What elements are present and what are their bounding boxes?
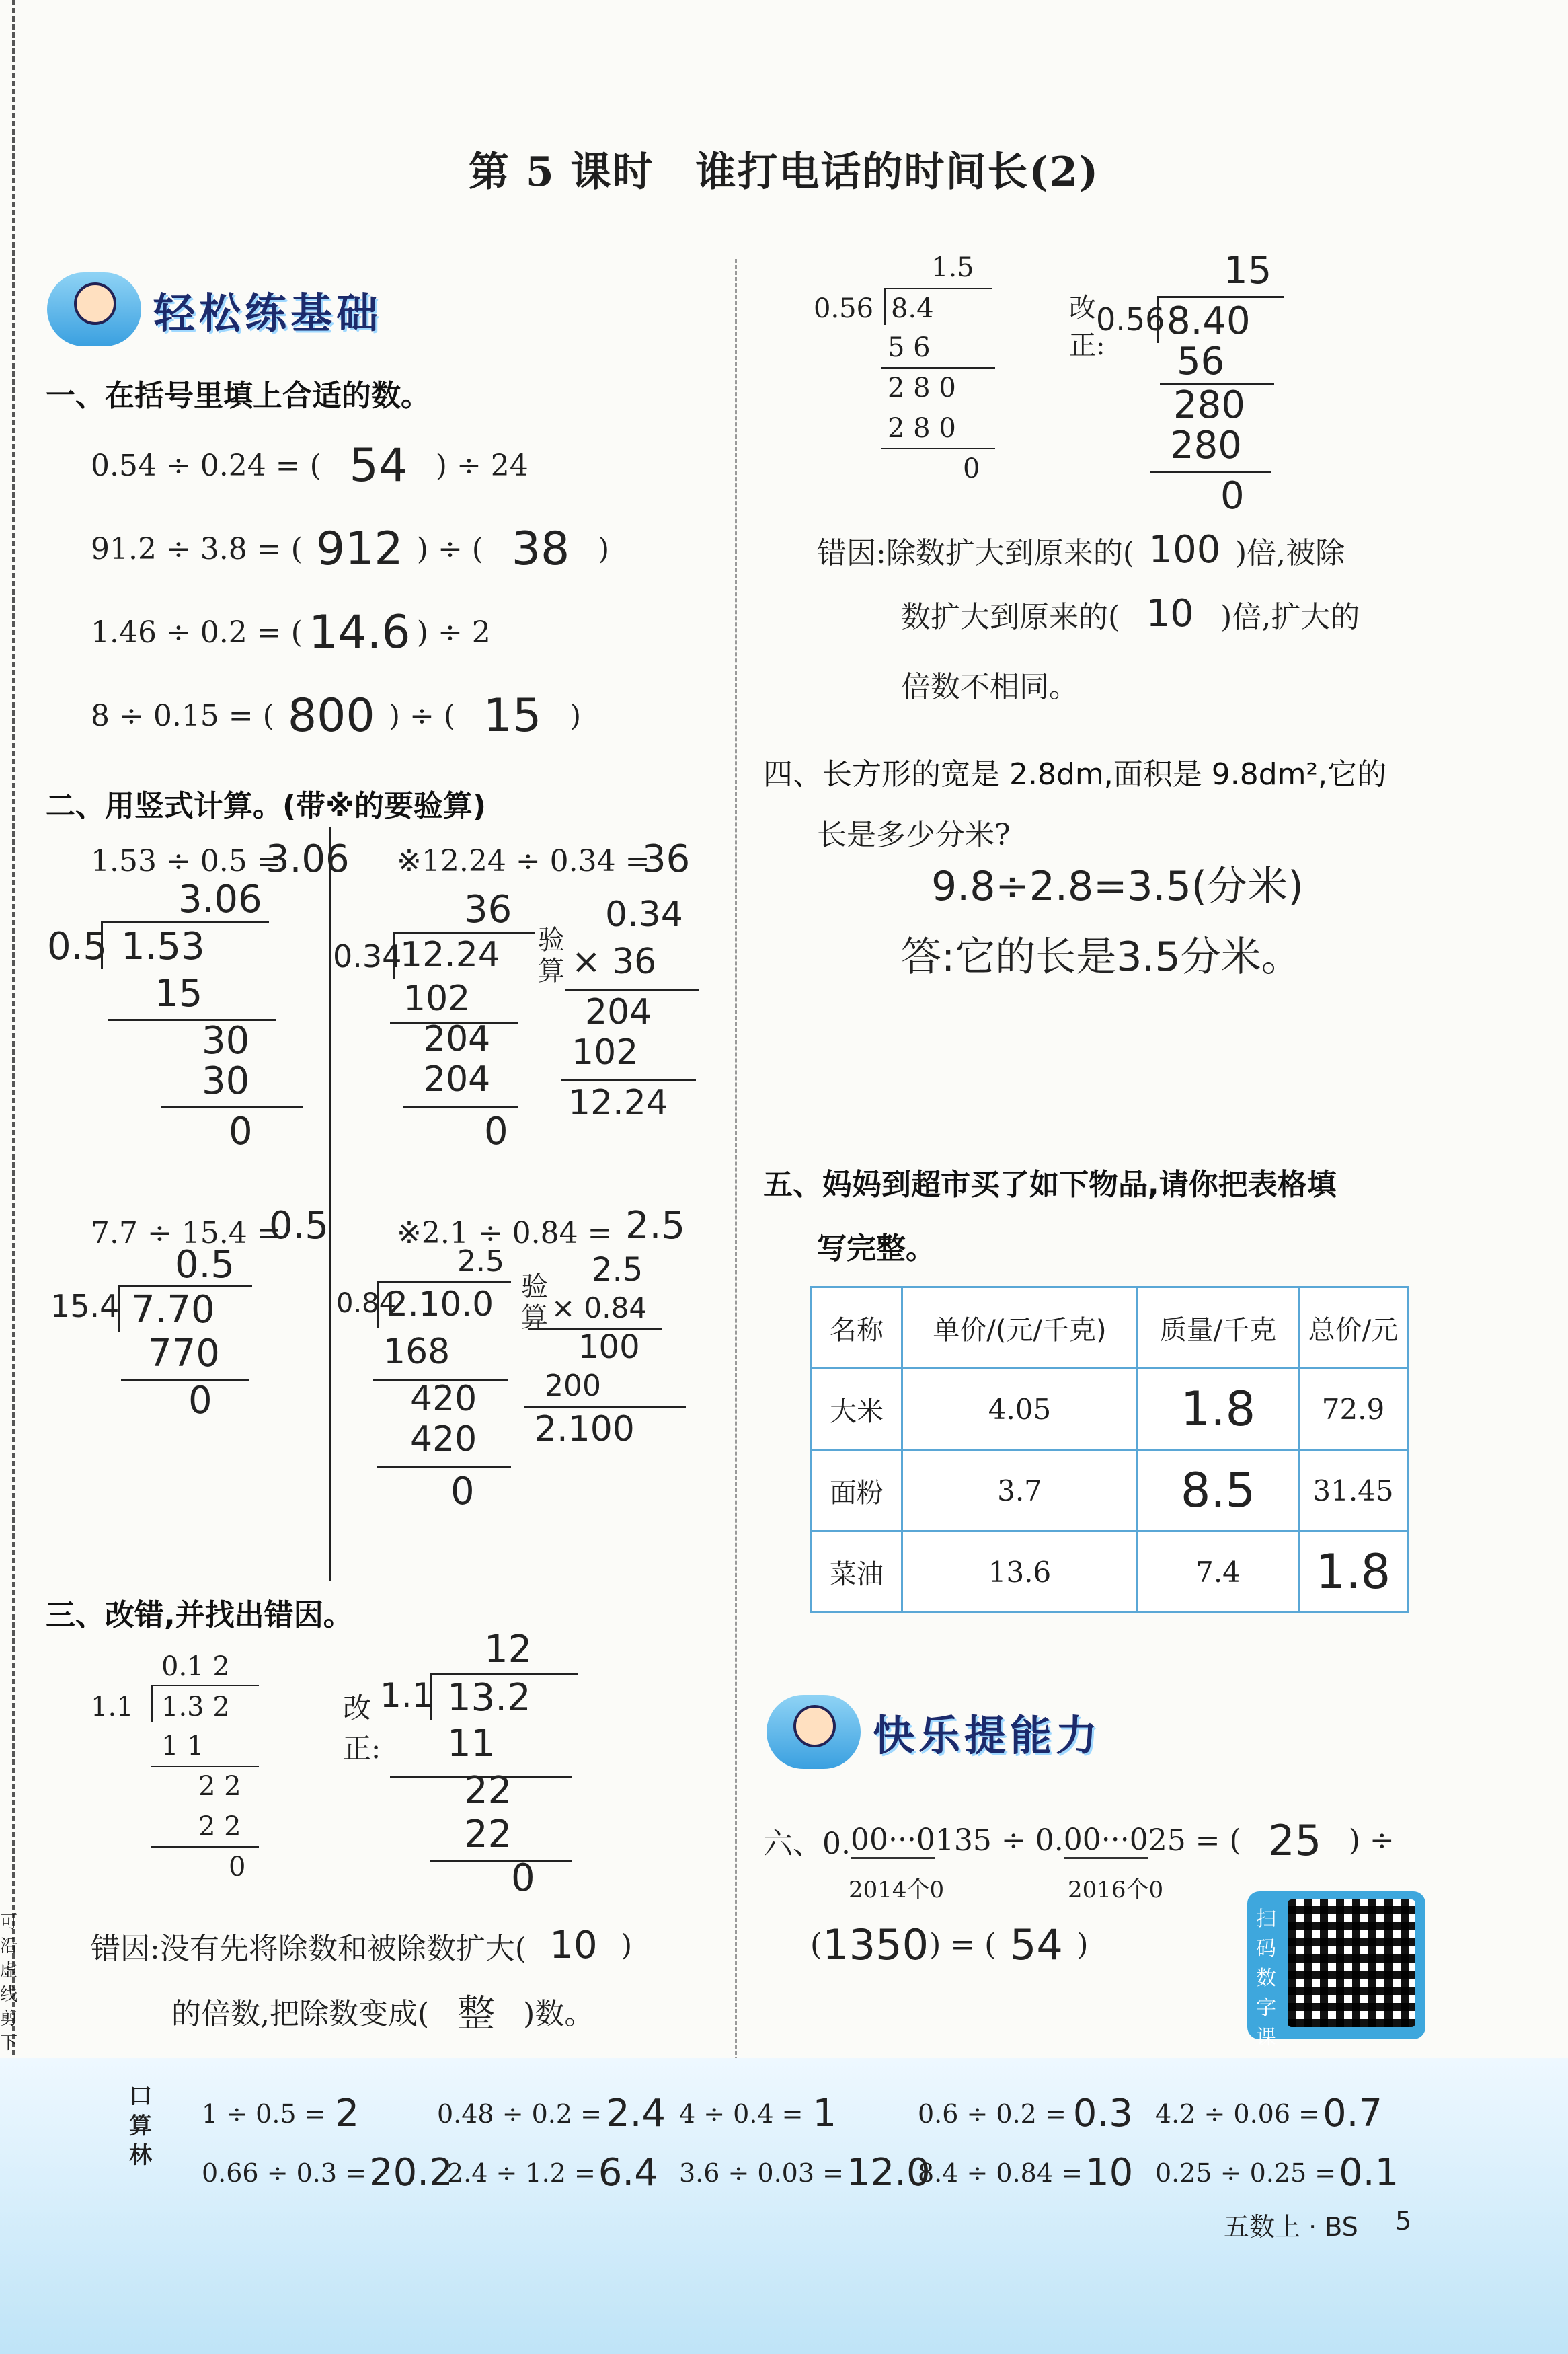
mental-expr: 0.25 ÷ 0.25 = — [1155, 2158, 1337, 2188]
q1-expr: 8 ÷ 0.15 = ( — [91, 698, 274, 733]
table-cell-answer[interactable]: 1.8 — [1299, 1531, 1408, 1613]
q2-p4-divisor: 0.84 — [336, 1288, 397, 1319]
q2-p4-check: 2.100 — [535, 1409, 635, 1449]
q2-p1-step: 30 — [202, 1019, 250, 1063]
q3-fix-step: 0 — [511, 1856, 535, 1900]
q3-reason-text: )数。 — [523, 1997, 594, 2031]
q3b-wrong-step: 0 — [963, 453, 980, 484]
table-header-row — [812, 1287, 1408, 1369]
q3-wrong-step: 2 2 — [198, 1811, 241, 1842]
q3b-reason-line3: 倍数不相同。 — [901, 670, 1079, 704]
q2-p2-check: 12.24 — [568, 1083, 668, 1123]
q6-brace-2: 2016个0 — [1068, 1876, 1164, 1903]
mental-item — [202, 2151, 453, 2195]
mental-answer[interactable]: 20.2 — [368, 2151, 453, 2195]
q6-line2 — [810, 1920, 1089, 1969]
step-line — [881, 367, 995, 369]
q2-p4-step: 0 — [450, 1470, 475, 1513]
q3b-fix-step: 56 — [1177, 340, 1225, 383]
table-header: 质量/千克 — [1138, 1287, 1299, 1369]
table-row — [812, 1531, 1408, 1613]
division-bar — [118, 1285, 252, 1287]
q2-p4-check: 100 — [578, 1328, 640, 1366]
q1-answer[interactable]: 15 — [483, 689, 542, 743]
q1-list — [91, 424, 696, 757]
step-line — [430, 1860, 572, 1862]
astronaut-mascot-icon — [767, 1695, 861, 1769]
q3-wrong-step: 0 — [229, 1852, 246, 1883]
mental-answer[interactable]: 0.7 — [1322, 2092, 1383, 2135]
mental-answer[interactable]: 0.1 — [1339, 2151, 1399, 2195]
table-cell: 31.45 — [1299, 1450, 1408, 1531]
q6-answer[interactable]: 1350 — [822, 1920, 929, 1969]
q2-p2-step: 0 — [484, 1110, 508, 1153]
mental-answer[interactable]: 2 — [335, 2092, 360, 2135]
step-line — [524, 1406, 686, 1408]
q1-expr: ) ÷ ( — [388, 698, 455, 733]
q1-expr: 91.2 ÷ 3.8 = ( — [91, 531, 303, 566]
q1-row — [91, 507, 696, 591]
q2-p3-expr: 7.7 ÷ 15.4 = — [91, 1216, 282, 1250]
mental-item — [679, 2151, 931, 2195]
qr-code-icon[interactable] — [1288, 1899, 1415, 2027]
q3b-reason-text: )倍,被除 — [1235, 535, 1345, 570]
q2-p1-dividend: 1.53 — [121, 925, 205, 969]
kid-mascot-icon — [47, 272, 141, 346]
column-divider — [735, 259, 737, 2061]
table-header: 名称 — [812, 1287, 902, 1369]
q2-p2-answer[interactable]: 36 — [642, 837, 691, 881]
q3b-reason-line2 — [901, 592, 1360, 636]
q3-fix-step: 22 — [464, 1769, 512, 1813]
page-title: 第 5 课时 谁打电话的时间长(2) — [468, 149, 1100, 196]
q2-p4-check: 2.5 — [592, 1251, 643, 1289]
table-cell: 面粉 — [812, 1450, 902, 1531]
mental-answer[interactable]: 1 — [812, 2092, 837, 2135]
q1-expr: ) ÷ ( — [416, 531, 483, 566]
q3-reason-answer[interactable]: 10 — [549, 1924, 598, 1967]
q2-p1-step: 30 — [202, 1059, 250, 1103]
q2-p1-step: 0 — [229, 1110, 253, 1153]
mental-expr: 8.4 ÷ 0.84 = — [918, 2158, 1083, 2188]
q3b-reason-answer[interactable]: 10 — [1146, 592, 1194, 636]
q5-heading-2: 写完整。 — [817, 1231, 935, 1266]
q3b-fix-step: 280 — [1173, 383, 1245, 427]
q3-fix-dividend: 13.2 — [447, 1676, 531, 1720]
q3b-fix-step: 280 — [1170, 424, 1242, 467]
q3b-wrong-quotient: 1.5 — [931, 252, 974, 283]
q6-brace-1: 2014个0 — [849, 1876, 945, 1903]
q1-expr: 0.54 ÷ 0.24 = ( — [91, 448, 321, 483]
q3b-reason-line1 — [817, 528, 1345, 572]
goods-table — [810, 1286, 1409, 1613]
q6-text: ) — [1076, 1928, 1089, 1962]
q6-text: 135 ÷ 0. — [935, 1823, 1064, 1858]
q4-heading: 四、长方形的宽是 2.8dm,面积是 9.8dm²,它的 — [763, 757, 1387, 792]
q2-p2-expr: ※12.24 ÷ 0.34 = — [397, 844, 650, 878]
q3b-reason-text: )倍,扩大的 — [1220, 599, 1360, 634]
division-bar — [377, 1281, 511, 1283]
mental-item — [1155, 2092, 1382, 2135]
q3b-fix-quotient: 15 — [1224, 249, 1272, 293]
q4-work[interactable]: 9.8÷2.8=3.5(分米) — [931, 863, 1304, 910]
mental-label: 口算林 — [129, 2083, 152, 2169]
q5-heading: 五、妈妈到超市买了如下物品,请你把表格填 — [763, 1168, 1337, 1202]
mental-item — [437, 2092, 666, 2135]
q3-wrong-dividend: 1.3 2 — [161, 1692, 230, 1722]
table-cell: 72.9 — [1299, 1369, 1408, 1450]
q1-expr: ) ÷ 2 — [416, 615, 491, 650]
q6-text: 六、0. — [763, 1826, 851, 1861]
qr-label: 扫码数字课 — [1256, 1907, 1276, 2049]
q1-answer[interactable]: 14.6 — [309, 605, 411, 659]
q2-p3-quotient: 0.5 — [175, 1243, 235, 1287]
q3b-wrong-divisor: 0.56 — [814, 293, 874, 324]
q2-p2-dividend: 12.24 — [400, 935, 500, 975]
mental-item — [1155, 2151, 1399, 2195]
q1-answer[interactable]: 38 — [511, 522, 570, 576]
q2-p3-answer[interactable]: 0.5 — [269, 1204, 329, 1248]
table-row — [812, 1450, 1408, 1531]
q4-answer[interactable]: 答:它的长是3.5分米。 — [901, 934, 1302, 981]
table-cell: 4.05 — [902, 1369, 1138, 1450]
step-line — [151, 1846, 259, 1848]
q2-p1-divisor: 0.5 — [47, 925, 108, 969]
q2-p4-check-label: 验算 — [521, 1271, 548, 1333]
q6-text: ) = ( — [929, 1928, 996, 1962]
q3-reason-line2 — [171, 1984, 594, 2038]
mental-expr: 0.48 ÷ 0.2 = — [437, 2098, 602, 2129]
q6-zeros-2: 00···0 — [1064, 1823, 1148, 1859]
table-header: 单价/(元/千克) — [902, 1287, 1138, 1369]
q2-p2-step: 102 — [403, 979, 471, 1019]
mental-answer[interactable]: 10 — [1085, 2151, 1134, 2195]
table-cell: 大米 — [812, 1369, 902, 1450]
q1-expr: ) — [597, 531, 610, 566]
mental-expr: 0.6 ÷ 0.2 = — [918, 2098, 1066, 2129]
table-cell: 菜油 — [812, 1531, 902, 1613]
q1-heading: 一、在括号里填上合适的数。 — [46, 379, 430, 413]
division-bar — [1157, 296, 1284, 298]
step-line — [121, 1379, 249, 1381]
table-cell: 13.6 — [902, 1531, 1138, 1613]
q2-p2-check: 204 — [585, 992, 652, 1032]
step-line — [108, 1019, 276, 1021]
q3b-wrong-step: 5 6 — [888, 332, 931, 363]
q2-heading: 二、用竖式计算。(带※的要验算) — [46, 789, 486, 823]
q2-p3-step: 770 — [148, 1332, 220, 1375]
q1-answer[interactable]: 800 — [287, 689, 375, 743]
q2-p4-check: × 0.84 — [551, 1291, 648, 1324]
q3-reason-text: ) — [621, 1928, 633, 1963]
q1-expr: 1.46 ÷ 0.2 = ( — [91, 615, 303, 650]
mental-answer[interactable]: 12.0 — [846, 2151, 931, 2195]
q2-p2-step: 204 — [424, 1019, 491, 1059]
mental-expr: 1 ÷ 0.5 = — [202, 2098, 326, 2129]
step-line — [161, 1106, 303, 1108]
q2-p4-dividend: 2.10.0 — [387, 1285, 494, 1324]
q2-separator — [329, 827, 331, 1581]
q3-wrong-divisor: 1.1 — [91, 1692, 134, 1722]
q2-p4-step: 420 — [410, 1419, 477, 1459]
q3b-wrong-step: 2 8 0 — [888, 373, 956, 404]
q2-p2-check-label: 验算 — [538, 925, 565, 987]
q3-reason-line1 — [91, 1924, 632, 1967]
q6-text: ( — [810, 1928, 822, 1962]
q2-p4-check: 200 — [545, 1369, 601, 1403]
banner-basic — [47, 272, 382, 346]
mental-expr: 3.6 ÷ 0.03 = — [679, 2158, 844, 2188]
step-line — [565, 989, 699, 991]
q2-p3-dividend: 7.70 — [131, 1288, 215, 1332]
q3b-fix-step: 0 — [1220, 474, 1245, 518]
table-cell: 3.7 — [902, 1450, 1138, 1531]
step-line — [151, 1766, 259, 1767]
q3-fix-step: 22 — [464, 1813, 512, 1856]
q1-expr: ) — [569, 698, 582, 733]
q2-p4-expr: ※2.1 ÷ 0.84 = — [397, 1216, 613, 1250]
q6-answer[interactable]: 25 — [1268, 1816, 1322, 1865]
q1-answer[interactable]: 912 — [315, 522, 403, 576]
q1-answer[interactable]: 54 — [349, 439, 408, 492]
table-cell: 7.4 — [1138, 1531, 1299, 1613]
step-line — [403, 1106, 518, 1108]
q3b-wrong-step: 2 8 0 — [888, 413, 956, 444]
q1-row — [91, 591, 696, 674]
q6-zeros-1: 00···0 — [851, 1823, 935, 1859]
q2-p2-divisor: 0.34 — [333, 938, 402, 975]
step-line — [1150, 471, 1271, 473]
mental-item — [679, 2092, 836, 2135]
q1-row — [91, 674, 696, 757]
q2-p4-answer[interactable]: 2.5 — [625, 1204, 686, 1248]
q3b-reason-text: 错因:除数扩大到原来的( — [817, 535, 1134, 570]
mental-item — [918, 2092, 1133, 2135]
mental-answer[interactable]: 6.4 — [598, 2151, 658, 2195]
q2-p2-check: 102 — [572, 1032, 639, 1073]
table-row — [812, 1369, 1408, 1450]
banner-basic-text: 轻松练基础 — [153, 288, 383, 338]
mental-item — [202, 2092, 359, 2135]
page-number: 5 — [1395, 2206, 1412, 2236]
banner-ability — [767, 1695, 1101, 1769]
q2-p2-quotient: 36 — [464, 888, 512, 932]
q6-text: ) ÷ — [1348, 1823, 1395, 1858]
division-bar — [884, 288, 992, 289]
q2-p2-check: 0.34 — [605, 895, 683, 935]
mental-expr: 4.2 ÷ 0.06 = — [1155, 2098, 1320, 2129]
q3b-fix-divisor: 0.56 — [1096, 301, 1165, 338]
q3b-fix-label: 改正: — [1069, 293, 1105, 361]
q3b-fix-dividend: 8.40 — [1167, 299, 1251, 343]
mental-expr: 0.66 ÷ 0.3 = — [202, 2158, 366, 2188]
q2-p4-quotient: 2.5 — [457, 1244, 504, 1279]
table-cell-answer[interactable]: 8.5 — [1138, 1450, 1299, 1531]
q2-p2-step: 204 — [424, 1059, 491, 1100]
q4-heading-2: 长是多少分米? — [817, 818, 1011, 852]
q2-p3-step: 0 — [188, 1379, 212, 1422]
q3-fix-step: 11 — [447, 1722, 496, 1766]
q3b-reason-answer[interactable]: 100 — [1148, 528, 1221, 572]
q1-expr: ) ÷ 24 — [435, 448, 528, 483]
q3-fix-quotient: 12 — [484, 1628, 533, 1671]
q6-answer[interactable]: 54 — [1009, 1920, 1063, 1969]
q3-wrong-step: 2 2 — [198, 1771, 241, 1802]
q3b-reason-text: 数扩大到原来的( — [901, 599, 1120, 634]
q2-p2-check: × 36 — [572, 942, 657, 982]
mental-item — [447, 2151, 658, 2195]
mental-item — [918, 2151, 1133, 2195]
footer-book: 五数上 · BS — [1224, 2212, 1358, 2242]
q2-p1-step: 15 — [155, 972, 203, 1016]
q2-p4-step: 420 — [410, 1379, 477, 1419]
mental-expr: 4 ÷ 0.4 = — [679, 2098, 803, 2129]
mental-answer[interactable]: 2.4 — [605, 2092, 666, 2135]
q3-fix-divisor: 1.1 — [380, 1676, 434, 1715]
division-bracket — [151, 1685, 153, 1722]
q2-p1-quotient: 3.06 — [178, 878, 262, 921]
side-note: 可沿虚线剪下 — [0, 1912, 18, 2053]
q3b-wrong-dividend: 8.4 — [891, 293, 934, 324]
division-bar — [393, 932, 535, 934]
q3-fix-label: 改正: — [343, 1692, 381, 1765]
q3-reason-answer[interactable]: 整 — [457, 1992, 496, 2036]
q2-p1-answer[interactable]: 3.06 — [266, 837, 350, 881]
banner-ability-text: 快乐提能力 — [873, 1710, 1102, 1760]
q6-line1 — [763, 1816, 1395, 1865]
division-bar — [101, 921, 269, 923]
mental-answer[interactable]: 0.3 — [1072, 2092, 1133, 2135]
q1-row — [91, 424, 696, 507]
table-header: 总价/元 — [1299, 1287, 1408, 1369]
mental-expr: 2.4 ÷ 1.2 = — [447, 2158, 596, 2188]
division-bar — [430, 1673, 578, 1675]
q3-reason-text: 错因:没有先将除数和被除数扩大( — [91, 1931, 526, 1966]
q2-p3-divisor: 15.4 — [50, 1288, 120, 1324]
q3-reason-text: 的倍数,把除数变成( — [171, 1997, 430, 2031]
q6-text: 25 = ( — [1148, 1823, 1241, 1858]
q3-heading: 三、改错,并找出错因。 — [46, 1598, 353, 1632]
step-line — [377, 1466, 511, 1468]
step-line — [881, 448, 995, 449]
q2-p4-step: 168 — [383, 1332, 450, 1372]
q2-p1-expr: 1.53 ÷ 0.5 = — [91, 844, 282, 878]
qr-code-panel[interactable] — [1247, 1891, 1425, 2049]
division-bracket — [884, 288, 886, 325]
step-line — [561, 1079, 696, 1081]
q3-wrong-quotient: 0.1 2 — [161, 1651, 230, 1682]
division-bar — [151, 1685, 259, 1686]
q3-wrong-step: 1 1 — [161, 1731, 204, 1761]
table-cell-answer[interactable]: 1.8 — [1138, 1369, 1299, 1450]
